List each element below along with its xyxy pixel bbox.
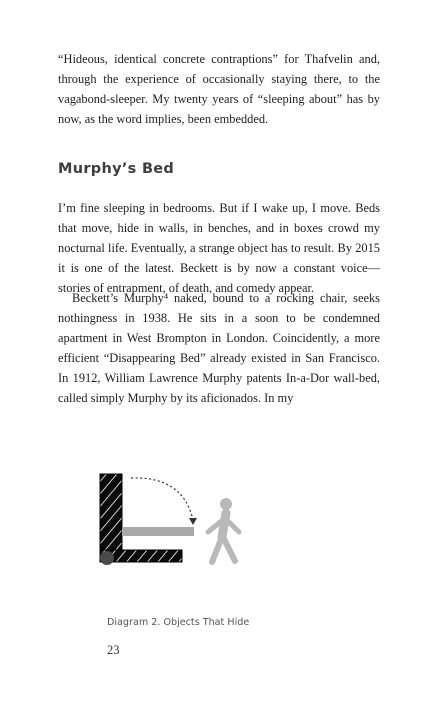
paragraph-body-2: Beckett’s Murphy⁴ naked, bound to a rocking chair, seeks nothingness in 1938. He sits in a soon to be condemned apartment in West Brompton in London. Coincidently, a more efficient “Disappearing Bed” already existed in San Francisco. In 1912, William Lawrence Murphy patents In-a-Dor wall-bed, called simply Murphy by its aficionados. In my [58, 291, 380, 405]
murphy-bed-diagram [95, 462, 255, 578]
swing-arrow [131, 478, 193, 520]
bed-slab [122, 527, 194, 536]
section-heading: Murphy’s Bed [58, 161, 175, 177]
paragraph-intro: “Hideous, identical concrete contraptions” for Thafvelin and, through the experience of occasionally staying there, to the vagabond-sleeper. My twenty years of “sleeping about” has by now, as the word implies, been embedded. [58, 52, 380, 126]
hinge-wheel [100, 551, 114, 565]
page-number: 23 [107, 643, 120, 657]
wall-vertical [100, 474, 122, 560]
figure-caption: Diagram 2. Objects That Hide [107, 617, 250, 628]
diagram-svg [95, 462, 255, 574]
paragraph-body-1: I’m fine sleeping in bedrooms. But if I wake up, I move. Beds that move, hide in walls, in benches, and in boxes crowd my nocturnal life. Eventually, a strange object has to result. By 2015 it is one of the latest. Beckett is by now a constant voice—stories of entrapment, of death, and comedy appear. [58, 201, 380, 295]
swing-arrowhead [189, 518, 197, 525]
walking-person-icon [208, 498, 239, 562]
